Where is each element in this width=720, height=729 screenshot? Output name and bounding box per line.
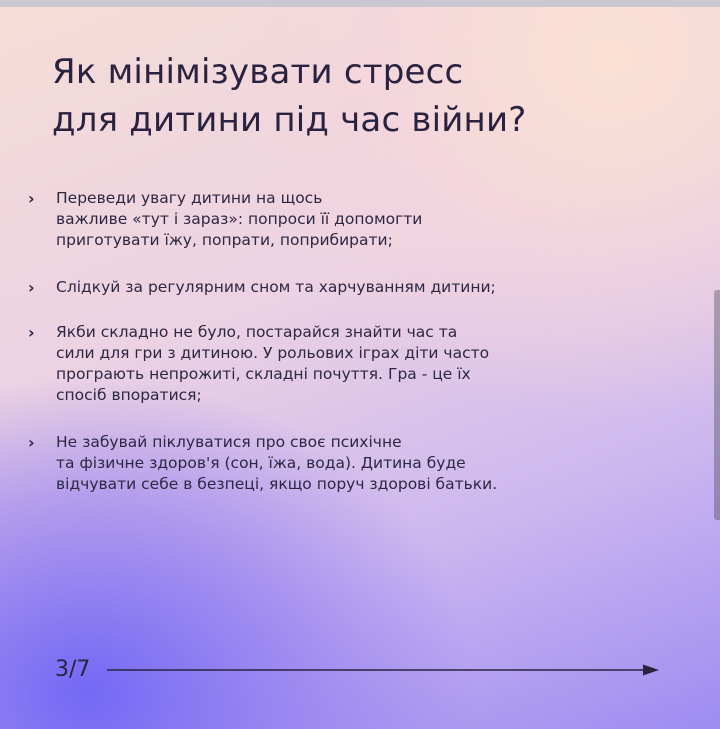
long-arrow-right-icon[interactable] (107, 663, 659, 677)
page-title (52, 48, 652, 144)
list-item-text: та фізичне здоров'я (сон, їжа, вода). Дитина буде (56, 454, 466, 472)
page-counter: 3/7 (55, 657, 91, 682)
list-item-text: Переведи увагу дитини на щось (56, 189, 323, 207)
list-item-text: спосіб впоратися; (56, 386, 202, 404)
chevron-right-icon: › (28, 189, 35, 208)
list-item (28, 277, 668, 298)
list-item (28, 432, 668, 495)
list-item-text: Якби складно не було, постарайся знайти час та (56, 323, 458, 341)
list-item-text: приготувати їжу, попрати, поприбирати; (56, 231, 393, 249)
chevron-right-icon: › (28, 278, 35, 297)
list-item-text: програють непрожиті, складні почуття. Гра - це їх (56, 365, 471, 383)
scrollbar-handle[interactable] (714, 290, 720, 520)
slide-footer (55, 655, 665, 685)
chevron-right-icon: › (28, 433, 35, 452)
list-item (28, 188, 668, 251)
list-item (28, 322, 668, 406)
list-item-text: Не забувай піклуватися про своє психічне (56, 433, 402, 451)
bullet-list (28, 188, 668, 521)
list-item-text: сили для гри з дитиною. У рольових іграх діти часто (56, 344, 490, 362)
title-line-2: для дитини під час війни? (52, 100, 527, 140)
list-item-text: важливе «тут і зараз»: попроси її допомогти (56, 210, 423, 228)
title-line-1: Як мінімізувати стресс (52, 52, 464, 92)
list-item-text: відчувати себе в безпеці, якщо поруч здорові батьки. (56, 475, 498, 493)
top-border-strip (0, 0, 720, 7)
chevron-right-icon: › (28, 323, 35, 342)
list-item-text: Слідкуй за регулярним сном та харчуванням дитини; (56, 278, 496, 296)
